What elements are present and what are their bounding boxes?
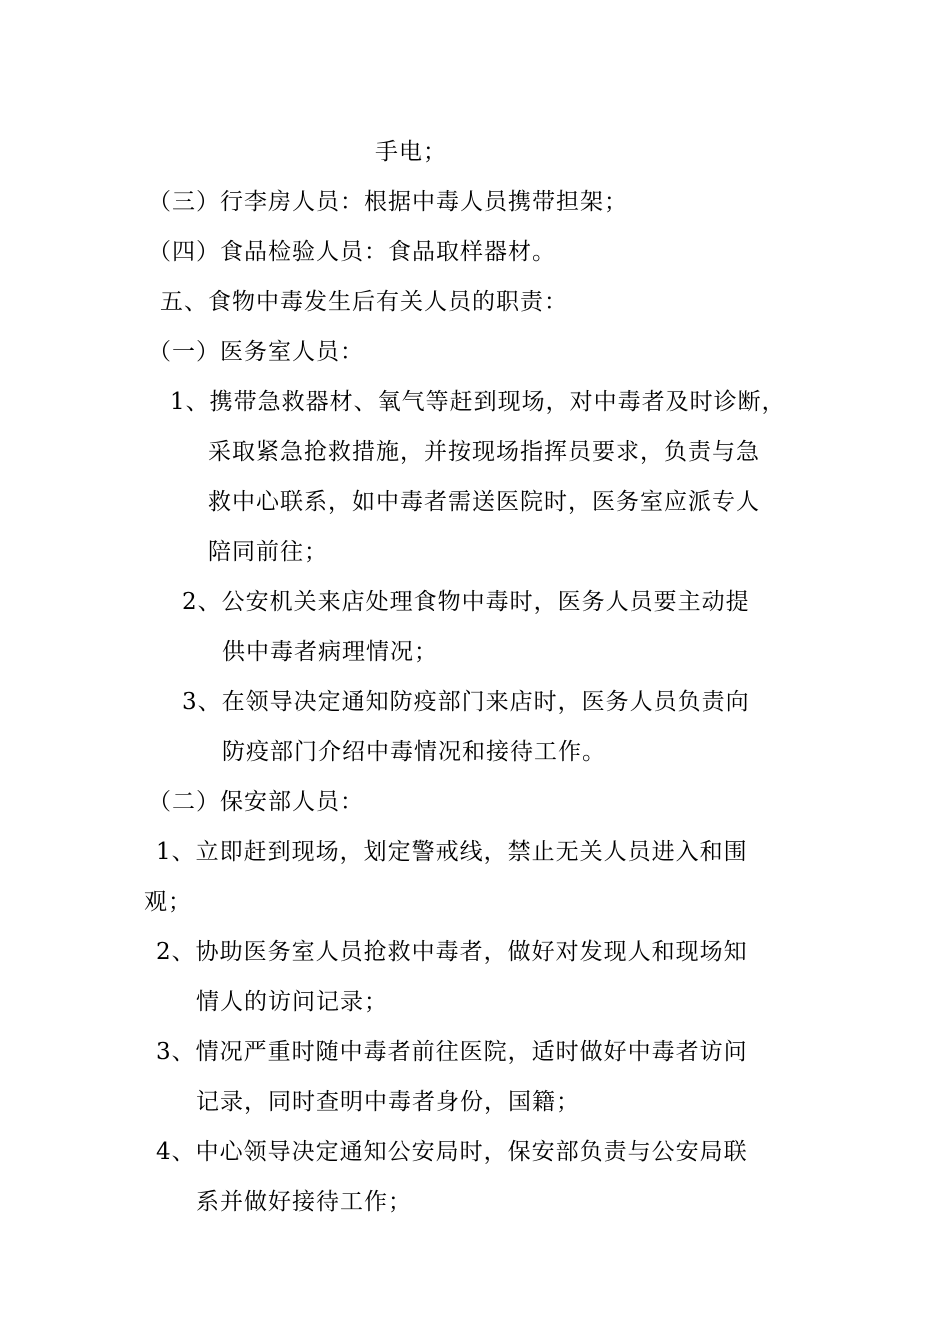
chapter-heading: 五、食物中毒发生后有关人员的职责： <box>160 289 568 315</box>
list-item-continuation: 陪同前往； <box>208 539 328 565</box>
section-heading: （四）食品检验人员：食品取样器材。 <box>148 239 556 265</box>
list-item-continuation: 防疫部门介绍中毒情况和接待工作。 <box>222 739 606 765</box>
list-item-continuation: 观； <box>144 889 192 915</box>
list-item: 2、协助医务室人员抢救中毒者，做好对发现人和现场知 <box>156 939 748 965</box>
list-item-continuation: 系并做好接待工作； <box>196 1189 412 1215</box>
list-item-continuation: 情人的访问记录； <box>196 989 388 1015</box>
list-item: 2、公安机关来店处理食物中毒时，医务人员要主动提 <box>182 589 750 615</box>
list-item: 1、携带急救器材、氧气等赶到现场，对中毒者及时诊断， <box>170 389 786 415</box>
list-item-continuation: 采取紧急抢救措施，并按现场指挥员要求，负责与急 <box>208 439 760 465</box>
list-item: 3、情况严重时随中毒者前往医院，适时做好中毒者访问 <box>156 1039 748 1065</box>
list-item: 1、立即赶到现场，划定警戒线，禁止无关人员进入和围 <box>156 839 748 865</box>
list-item: 3、在领导决定通知防疫部门来店时，医务人员负责向 <box>182 689 750 715</box>
section-heading: （二）保安部人员： <box>148 789 364 815</box>
list-item-continuation: 供中毒者病理情况； <box>222 639 438 665</box>
list-item: 4、中心领导决定通知公安局时，保安部负责与公安局联 <box>156 1139 748 1165</box>
text-line: 手电； <box>375 139 447 165</box>
list-item-continuation: 救中心联系，如中毒者需送医院时，医务室应派专人 <box>208 489 760 515</box>
section-heading: （一）医务室人员： <box>148 339 364 365</box>
list-item-continuation: 记录，同时查明中毒者身份，国籍； <box>196 1089 580 1115</box>
section-heading: （三）行李房人员：根据中毒人员携带担架； <box>148 189 628 215</box>
